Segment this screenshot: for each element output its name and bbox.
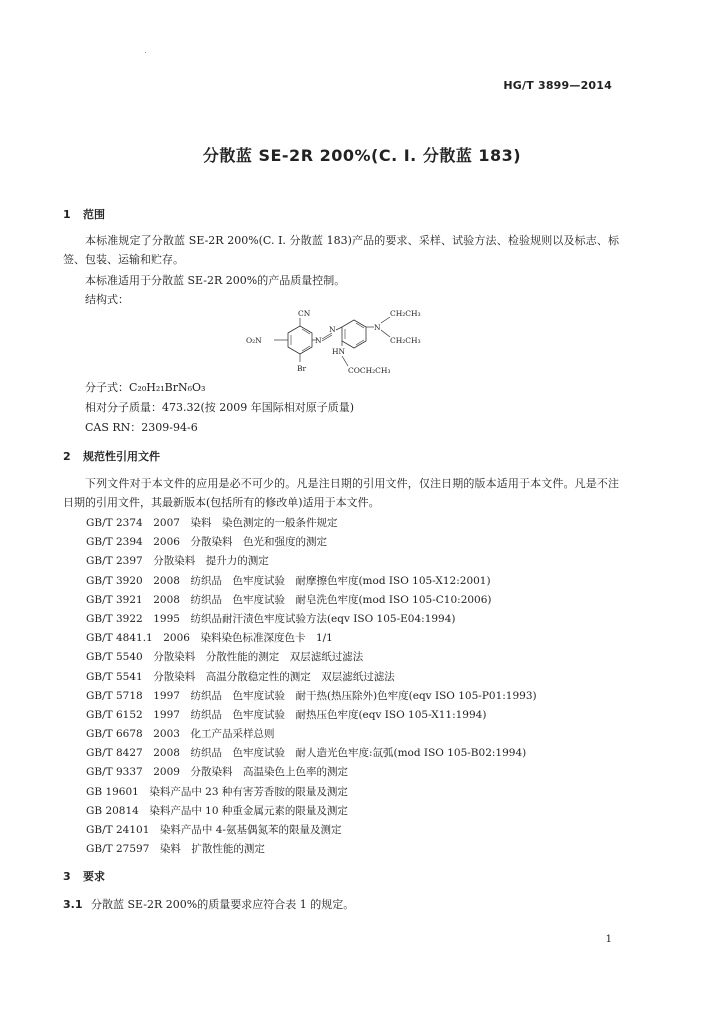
page-number: 1: [605, 934, 612, 945]
reference-item: [86, 687, 537, 706]
ref-code: GB/T 2374: [86, 517, 143, 529]
ref-year: 1997: [153, 708, 180, 721]
ref-title: 染料染色标准深度色卡 1/1: [200, 632, 333, 645]
ref-year: 1997: [153, 689, 180, 702]
hn-label: HN: [332, 347, 346, 356]
molecular-mass: 相对分子质量：473.32(按 2009 年国际相对原子质量): [85, 401, 355, 414]
reference-item: [86, 610, 537, 629]
reference-item: [86, 668, 537, 687]
reference-item: [86, 840, 537, 859]
ref-year: 2006: [153, 536, 180, 549]
ref-code: GB/T 2397: [86, 555, 143, 568]
ref-code: GB/T 3921: [86, 593, 143, 606]
reference-item: [86, 552, 537, 571]
ref-title: 纺织品耐汗渍色牢度试验方法(eqv ISO 105-E04:1994): [190, 612, 456, 625]
cas-number: CAS RN：2309-94-6: [85, 421, 198, 434]
structural-formula: [240, 306, 440, 380]
reference-item: [86, 821, 537, 840]
ref-title: 染料产品中 4-氨基偶氮苯的限量及测定: [159, 824, 342, 836]
ref-title: 纺织品 色牢度试验 耐皂洗色牢度(mod ISO 105-C10:2006): [190, 593, 492, 606]
reference-item: [86, 763, 537, 782]
ref-code: GB/T 4841.1: [86, 632, 153, 645]
ref-year: 2003: [153, 728, 180, 741]
azo-n-left: N: [315, 336, 322, 345]
reference-item: [86, 802, 537, 821]
ref-title: 分散染料 色光和强度的测定: [190, 536, 327, 549]
references-intro: 下列文件对于本文件的应用是必不可少的。凡是注日期的引用文件，仅注日期的版本适用于本文件。凡是不注日期的引用文件，其最新版本(包括所有的修改单)适用于本文件。: [63, 477, 619, 509]
ref-title: 纺织品 色牢度试验 耐热压色牢度(eqv ISO 105-X11:1994): [190, 708, 487, 721]
ref-code: GB/T 2394: [86, 536, 143, 549]
section-title: 范围: [83, 208, 105, 221]
ref-title: 纺织品 色牢度试验 耐干热(热压除外)色牢度(eqv ISO 105-P01:1993): [190, 689, 537, 702]
molecular-formula: 分子式：C₂₀H₂₁BrN₆O₃: [85, 381, 206, 394]
section-title: 要求: [83, 870, 105, 883]
reference-item: [86, 591, 537, 610]
section-number: 3: [63, 870, 71, 883]
acyl-label: COCH₂CH₃: [348, 366, 391, 375]
reference-list: [86, 514, 537, 859]
ref-code: GB/T 3922: [86, 612, 143, 625]
ref-year: 2008: [153, 574, 180, 587]
applicability-paragraph: 本标准适用于分散蓝 SE-2R 200%的产品质量控制。: [85, 274, 346, 287]
section-3-heading: [63, 868, 105, 884]
ref-title: 化工产品采样总则: [190, 728, 275, 741]
ref-title: 纺织品 色牢度试验 耐人造光色牢度:氙弧(mod ISO 105-B02:1994): [190, 747, 527, 760]
ref-title: 染料 染色测定的一般条件规定: [190, 517, 338, 529]
ref-code: GB/T 5540: [86, 651, 143, 664]
clause-number: 3.1: [63, 898, 83, 911]
reference-item: [86, 725, 537, 744]
ethyl-bottom-label: CH₂CH₃: [390, 336, 421, 345]
section-title: 规范性引用文件: [83, 450, 160, 463]
ref-code: GB 19601: [86, 785, 139, 798]
ref-year: 2008: [153, 593, 180, 606]
ref-title: 染料产品中 23 种有害芳香胺的限量及测定: [149, 785, 348, 798]
ref-year: 2009: [153, 766, 180, 779]
ref-year: 2006: [163, 632, 190, 645]
scope-paragraph: 本标准规定了分散蓝 SE-2R 200%(C. I. 分散蓝 183)产品的要求、采样、试验方法、检验规则以及标志、标签、包装、运输和贮存。: [63, 234, 619, 266]
left-benzene-ring: [288, 326, 312, 354]
azo-n-right: N: [329, 325, 336, 334]
ref-title: 分散染料 高温染色上色率的测定: [190, 766, 348, 779]
reference-item: [86, 744, 537, 763]
ref-title: 染料 扩散性能的测定: [159, 843, 265, 856]
reference-item: [86, 648, 537, 667]
section-2-heading: [63, 448, 160, 464]
ref-title: 分散染料 分散性能的测定 双层滤纸过滤法: [153, 651, 364, 664]
ref-code: GB 20814: [86, 804, 139, 817]
structure-label: 结构式：: [85, 293, 129, 306]
ref-code: GB/T 6152: [86, 708, 143, 721]
clause-3-1: [63, 896, 354, 912]
ref-year: 1995: [153, 612, 180, 625]
ref-code: GB/T 9337: [86, 766, 143, 779]
ref-code: GB/T 24101: [86, 824, 150, 836]
reference-item: [86, 514, 537, 533]
standard-code: HG/T 3899—2014: [503, 79, 612, 92]
reference-item: [86, 783, 537, 802]
reference-item: [86, 572, 537, 591]
ref-title: 纺织品 色牢度试验 耐摩擦色牢度(mod ISO 105-X12:2001): [190, 574, 491, 587]
cn-label: CN: [298, 309, 311, 318]
section-number: 2: [63, 450, 71, 463]
bromo-label: Br: [297, 364, 307, 373]
scan-speck: [145, 52, 146, 53]
ref-code: GB/T 6678: [86, 728, 143, 741]
ref-code: GB/T 5718: [86, 689, 143, 702]
reference-item: [86, 629, 537, 648]
ref-title: 分散染料 高温分散稳定性的测定 双层滤纸过滤法: [153, 670, 395, 683]
ref-code: GB/T 8427: [86, 747, 143, 760]
ref-title: 分散染料 提升力的测定: [153, 555, 269, 568]
amine-n-label: N: [374, 323, 381, 332]
ref-code: GB/T 5541: [86, 670, 143, 683]
ethyl-top-label: CH₂CH₃: [390, 309, 421, 318]
ref-year: 2008: [153, 747, 180, 760]
clause-text: 分散蓝 SE-2R 200%的质量要求应符合表 1 的规定。: [91, 898, 355, 911]
ref-code: GB/T 27597: [86, 843, 150, 856]
reference-item: [86, 706, 537, 725]
section-1-heading: [63, 206, 105, 222]
document-title: 分散蓝 SE-2R 200%(C. I. 分散蓝 183): [202, 146, 522, 165]
reference-item: [86, 533, 537, 552]
ref-year: 2007: [153, 517, 180, 529]
nitro-label: O₂N: [246, 336, 262, 345]
section-number: 1: [63, 208, 71, 221]
ref-title: 染料产品中 10 种重金属元素的限量及测定: [149, 804, 348, 817]
ref-code: GB/T 3920: [86, 574, 143, 587]
right-benzene-ring: [342, 320, 366, 348]
